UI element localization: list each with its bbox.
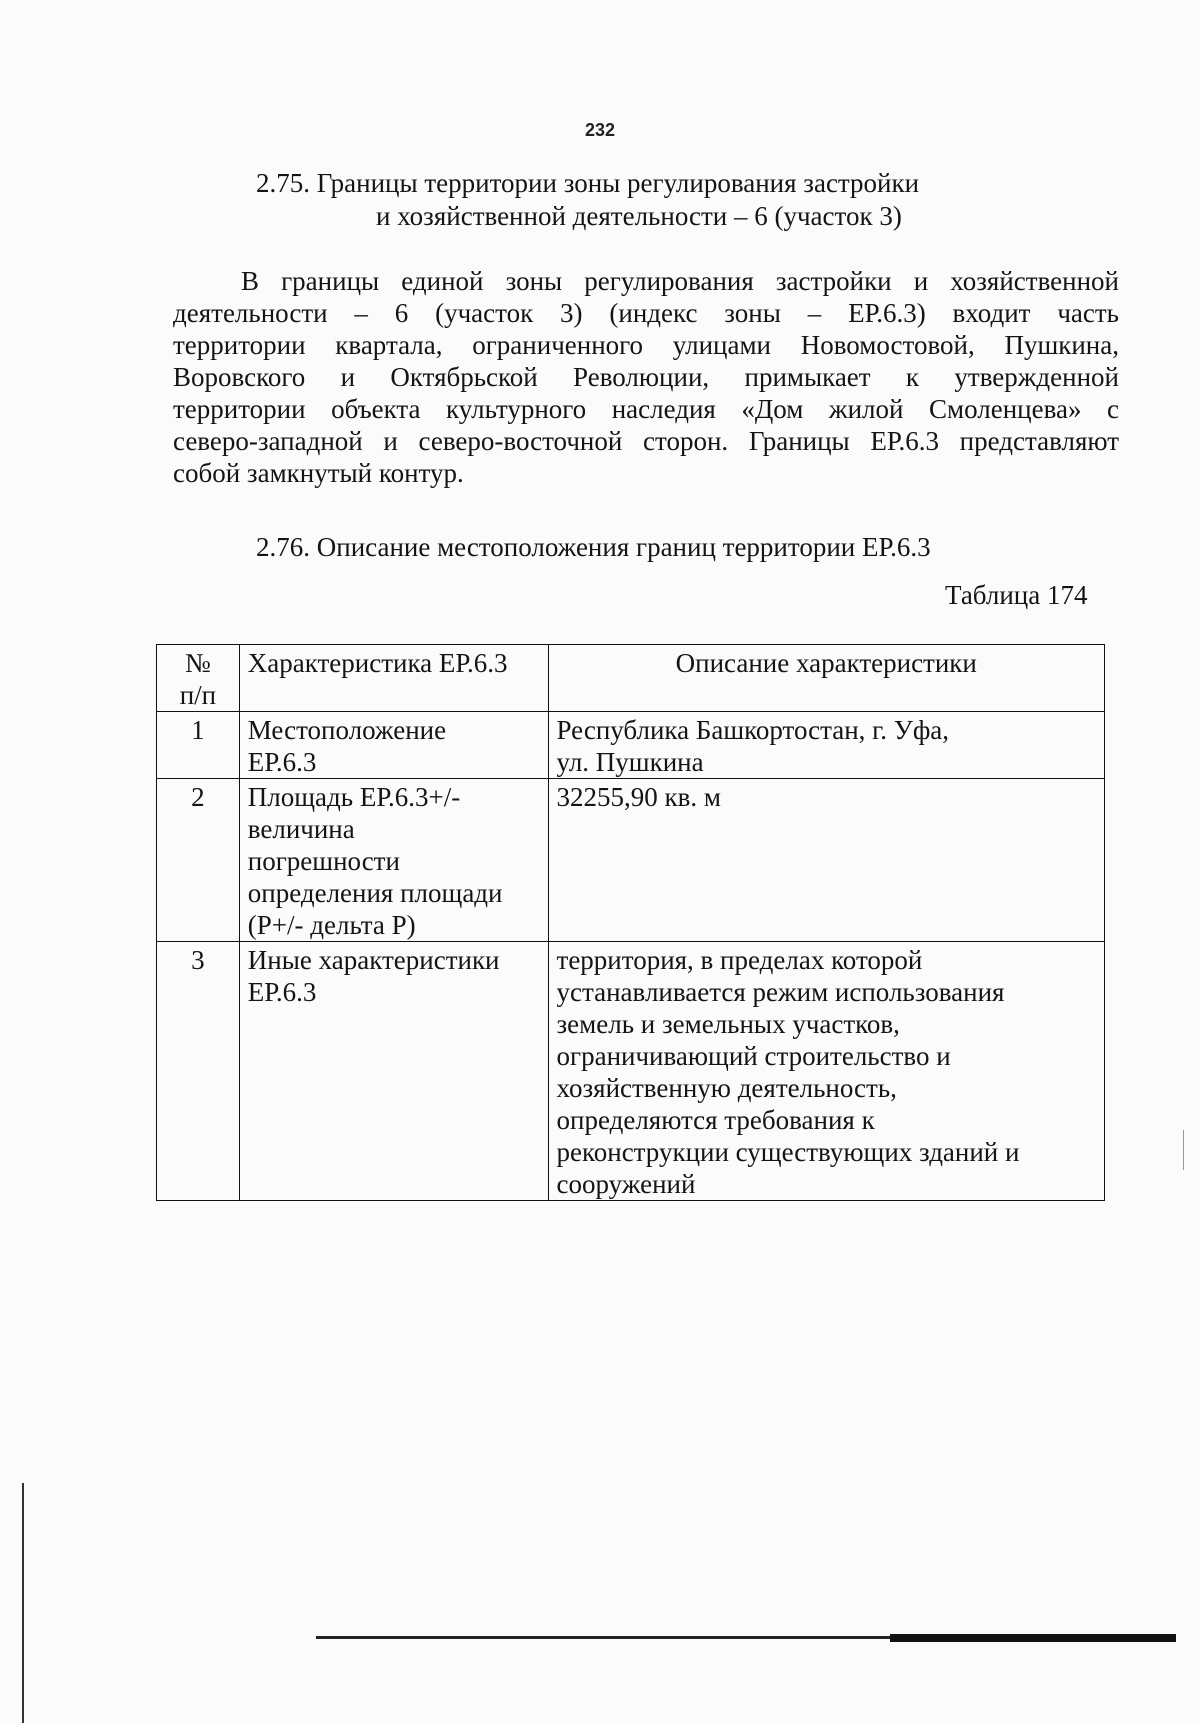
cell-line: 32255,90 кв. м <box>556 782 721 812</box>
scan-bottom-rule <box>890 1634 1176 1642</box>
row-number-cell: 2 <box>157 779 240 942</box>
paragraph-line: собой замкнутый контур. <box>173 458 464 488</box>
characteristic-cell <box>239 779 548 942</box>
paragraph-line: Воровского и Октябрьской Революции, примыкает к утвержденной <box>173 362 1119 392</box>
section-2-75-heading-line2: и хозяйственной деятельности – 6 (участок 3) <box>376 201 902 231</box>
row-number-cell: 3 <box>157 942 240 1201</box>
cell-line: реконструкции существующих зданий и <box>556 1137 1020 1167</box>
paragraph-line: В границы единой зоны регулирования застройки и хозяйственной <box>241 266 1119 296</box>
paragraph-line: северо-западной и северо-восточной сторон. Границы ЕР.6.3 представляют <box>173 426 1119 456</box>
section-2-76-heading: 2.76. Описание местоположения границ территории ЕР.6.3 <box>256 532 931 562</box>
cell-line: хозяйственную деятельность, <box>556 1073 897 1103</box>
scan-edge-mark <box>1183 1130 1184 1170</box>
cell-line: ЕР.6.3 <box>247 747 317 777</box>
characteristic-cell <box>239 942 548 1201</box>
cell-line: ЕР.6.3 <box>247 977 317 1007</box>
table-caption: Таблица 174 <box>945 580 1088 610</box>
description-cell <box>548 712 1104 779</box>
row-number-cell: 1 <box>157 712 240 779</box>
table-row <box>157 779 1105 942</box>
cell-line: Республика Башкортостан, г. Уфа, <box>556 715 950 745</box>
header-number-line: п/п <box>179 680 217 710</box>
cell-line: Местоположение <box>247 715 447 745</box>
cell-line: устанавливается режим использования <box>556 977 1005 1007</box>
cell-line: Площадь ЕР.6.3+/- <box>247 782 461 812</box>
cell-line: сооружений <box>556 1169 696 1199</box>
header-description-cell: Описание характеристики <box>548 645 1104 712</box>
paragraph-line: деятельности – 6 (участок 3) (индекс зоны – ЕР.6.3) входит часть <box>173 298 1119 328</box>
cell-line: определяются требования к <box>556 1105 875 1135</box>
cell-line: земель и земельных участков, <box>556 1009 900 1039</box>
characteristic-cell <box>239 712 548 779</box>
characteristics-table <box>156 644 1105 1201</box>
section-2-75-heading-line1: 2.75. Границы территории зоны регулирования застройки <box>256 168 920 198</box>
header-number-cell <box>157 645 240 712</box>
scan-edge-mark <box>22 1483 24 1723</box>
cell-line: величина <box>247 814 355 844</box>
table-row <box>157 942 1105 1201</box>
cell-line: погрешности <box>247 846 400 876</box>
paragraph-line: территории объекта культурного наследия «Дом жилой Смоленцева» с <box>173 394 1119 424</box>
zone-description-paragraph <box>173 265 1119 489</box>
description-cell <box>548 779 1104 942</box>
cell-line: определения площади <box>247 878 503 908</box>
cell-line: ограничивающий строительство и <box>556 1041 951 1071</box>
cell-line: ул. Пушкина <box>556 747 704 777</box>
cell-line: Иные характеристики <box>247 945 500 975</box>
table-header-row <box>157 645 1105 712</box>
description-cell <box>548 942 1104 1201</box>
header-characteristic-cell: Характеристика ЕР.6.3 <box>239 645 548 712</box>
page-number: 232 <box>584 120 616 140</box>
header-number-line: № <box>185 648 211 678</box>
cell-line: территория, в пределах которой <box>556 945 923 975</box>
paragraph-line: территории квартала, ограниченного улицами Новомостовой, Пушкина, <box>173 330 1119 360</box>
cell-line: (Р+/- дельта Р) <box>247 910 416 940</box>
table-row <box>157 712 1105 779</box>
